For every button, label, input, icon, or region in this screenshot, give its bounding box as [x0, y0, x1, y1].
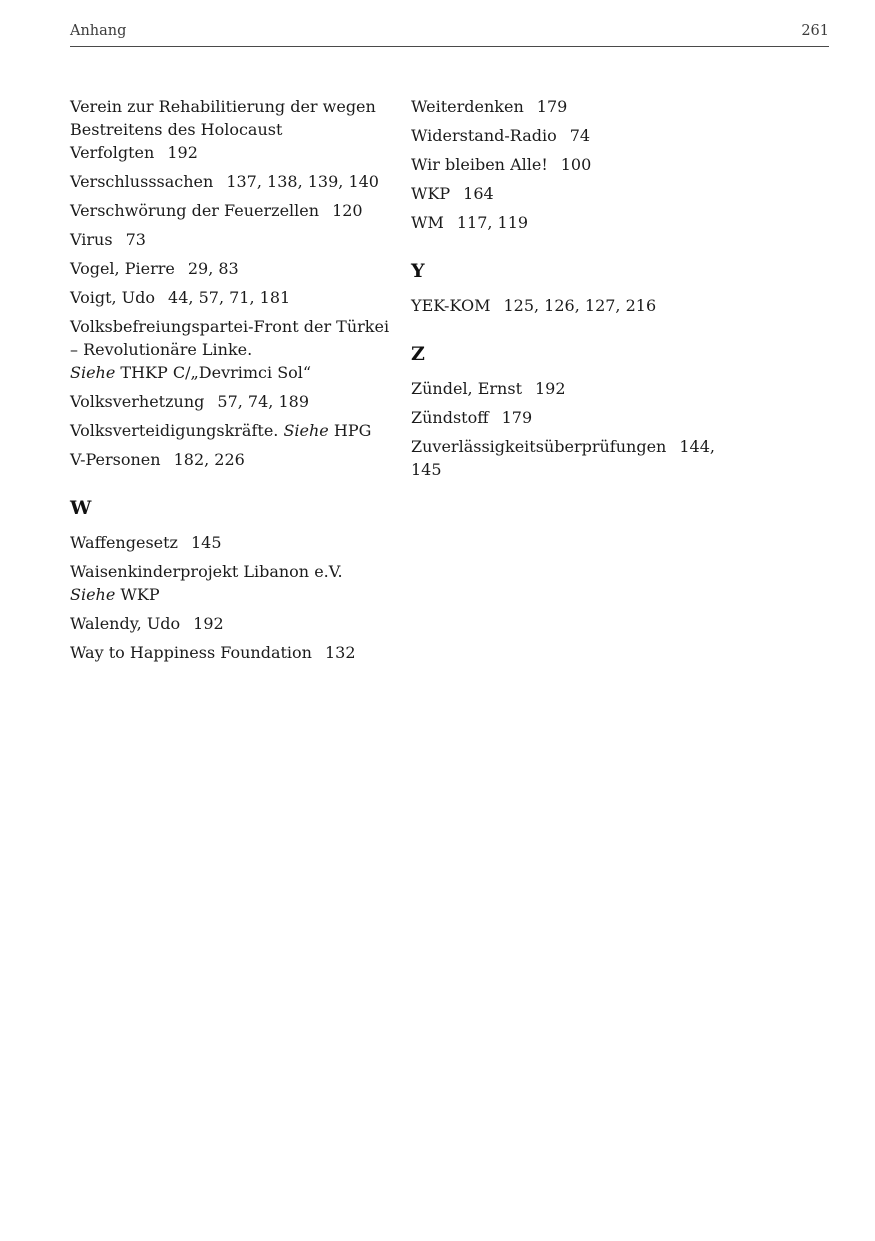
letter-heading: Y	[411, 260, 425, 282]
index-entry	[411, 153, 729, 176]
entry-text: Virus	[70, 230, 113, 249]
cross-reference-label: Siehe	[70, 585, 116, 604]
index-column-left	[70, 95, 392, 670]
page-references: 192	[167, 143, 198, 162]
index-entry	[411, 211, 729, 234]
page-references: 192	[535, 379, 566, 398]
entry-text: V-Personen	[70, 450, 161, 469]
page-references: 179	[536, 97, 568, 116]
entry-text: YEK-KOM	[411, 296, 491, 315]
index-entry	[70, 641, 392, 664]
entry-text: Widerstand-Radio	[411, 126, 557, 145]
entry-text: Waisenkinderprojekt Libanon e.V.	[70, 562, 343, 581]
entry-text: WKP	[411, 184, 451, 203]
index-entry	[70, 199, 392, 222]
entry-text: Volksverteidigungskräfte.	[70, 421, 284, 440]
entry-text: Zündel, Ernst	[411, 379, 522, 398]
page-references: 182, 226	[173, 450, 245, 469]
index-entry	[411, 435, 729, 481]
page-references: 100	[560, 155, 592, 174]
entry-text: Volksverhetzung	[70, 392, 205, 411]
index-entry	[70, 448, 392, 471]
entry-text: WKP	[115, 585, 160, 604]
entry-text: Verein zur Rehabilitierung der wegen Bestreitens des Holocaust Verfolgten	[70, 97, 376, 162]
index-column-right	[411, 95, 729, 670]
index-entry	[70, 228, 392, 251]
page-references: 117, 119	[456, 213, 529, 232]
page-references: 74	[569, 126, 591, 145]
running-header-title: Anhang	[70, 23, 127, 39]
page-references: 29, 83	[187, 259, 239, 278]
page-references: 44, 57, 71, 181	[168, 288, 291, 307]
index-entry	[411, 294, 729, 317]
entry-text: Zündstoff	[411, 408, 489, 427]
index-entry	[411, 124, 729, 147]
entry-text: Vogel, Pierre	[70, 259, 175, 278]
index-entry	[70, 390, 392, 413]
entry-text: Weiterdenken	[411, 97, 524, 116]
page-references: 125, 126, 127, 216	[503, 296, 657, 315]
page-references: 73	[125, 230, 146, 249]
index-entry	[70, 286, 392, 309]
entry-text: HPG	[328, 421, 372, 440]
page-references: 57, 74, 189	[217, 392, 309, 411]
index-entry	[411, 182, 729, 205]
cross-reference-label: Siehe	[283, 421, 329, 440]
index-entry	[411, 406, 729, 429]
entry-text: Verschlusssachen	[70, 172, 214, 191]
index-entry	[70, 531, 392, 554]
page-number: 261	[801, 23, 829, 39]
cross-reference-label: Siehe	[70, 363, 116, 382]
entry-text: Voigt, Udo	[70, 288, 156, 307]
page-references: 120	[332, 201, 363, 220]
page-references: 192	[193, 614, 224, 633]
index-entry	[70, 419, 392, 442]
index-entry	[411, 95, 729, 118]
page-references: 144, 145	[411, 437, 715, 479]
index-entry	[70, 257, 392, 280]
page-references: 137, 138, 139, 140	[226, 172, 379, 191]
page-references: 164	[463, 184, 494, 203]
index-columns	[70, 47, 829, 670]
index-entry	[411, 377, 729, 400]
index-entry	[70, 315, 392, 384]
entry-text: Walendy, Udo	[70, 614, 181, 633]
entry-text: Way to Happiness Foundation	[70, 643, 312, 662]
index-entry	[70, 170, 392, 193]
letter-heading: Z	[411, 343, 425, 365]
page-references: 179	[501, 408, 533, 427]
letter-heading: W	[70, 497, 92, 519]
page-references: 145	[190, 533, 222, 552]
entry-text: Waffengesetz	[70, 533, 178, 552]
entry-text: THKP C/„Devrimci Sol“	[115, 363, 312, 382]
entry-text: Volksbefreiungspartei-Front der Türkei – Revolutionäre Linke.	[70, 317, 390, 359]
entry-text: WM	[411, 213, 444, 232]
index-entry	[70, 95, 392, 164]
index-entry	[70, 560, 392, 606]
page-header	[70, 0, 829, 47]
page-references: 132	[324, 643, 356, 662]
index-entry	[70, 612, 392, 635]
entry-text: Wir bleiben Alle!	[411, 155, 548, 174]
entry-text: Verschwörung der Feuerzellen	[70, 201, 320, 220]
entry-text: Zuverlässigkeitsüberprüfungen	[411, 437, 667, 456]
